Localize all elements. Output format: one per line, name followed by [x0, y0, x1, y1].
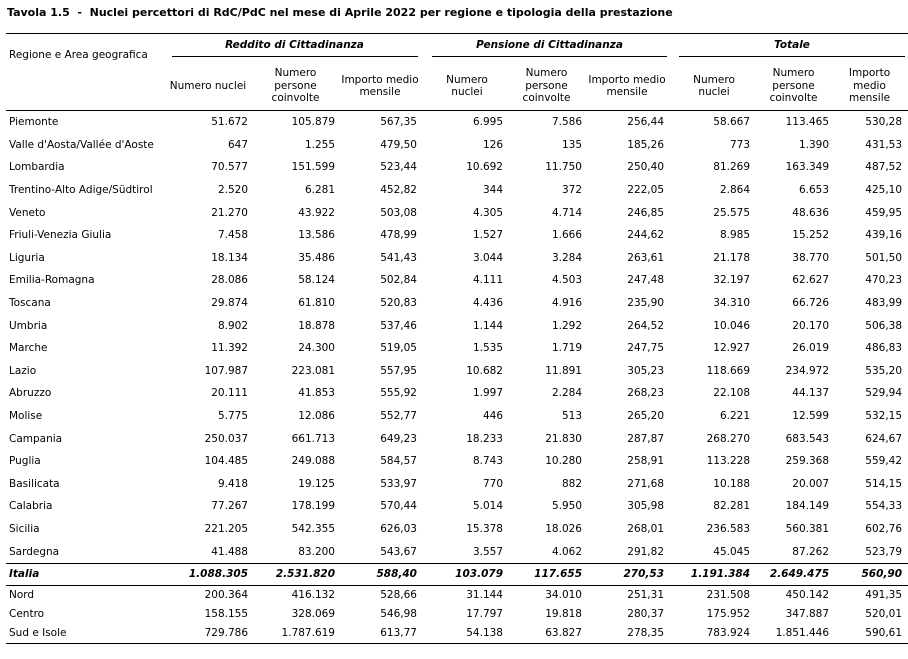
cell-value: 113.228: [706, 455, 751, 468]
group-header-rdc: Reddito di Cittadinanza: [166, 34, 423, 63]
cell-value: 1.191.384: [676, 563, 756, 585]
cell-value: 501,50: [865, 251, 903, 264]
cell-value: 5.775: [217, 410, 248, 423]
row-label: Veneto: [9, 206, 46, 219]
cell-value: 31.144: [466, 589, 503, 602]
cell-value: 506,38: [865, 319, 903, 332]
cell-value: 12.599: [792, 410, 830, 423]
table-row: [6, 134, 908, 157]
cell-value: 554,33: [865, 500, 903, 513]
cell-value: 584,57: [380, 455, 417, 468]
group-header-pdc: Pensione di Cittadinanza: [429, 34, 670, 63]
cell-value: 231.508: [706, 589, 751, 602]
cell-value: 328.069: [291, 608, 335, 621]
data-table: [6, 33, 908, 644]
cell-value: 19.818: [545, 608, 582, 621]
cell-value: 10.692: [466, 161, 503, 174]
table-row: [6, 382, 908, 405]
cell-value: 21.270: [211, 206, 248, 219]
cell-value: 5.950: [551, 500, 582, 513]
cell-value: 2.531.820: [254, 563, 341, 585]
cell-value: 3.284: [551, 251, 582, 264]
cell-value: 528,66: [380, 589, 417, 602]
cell-value: 26.019: [792, 342, 830, 355]
cell-value: 200.364: [204, 589, 248, 602]
table-row: [6, 337, 908, 360]
cell-value: 1.666: [551, 229, 582, 242]
cell-value: 372: [561, 184, 582, 197]
row-label: Toscana: [9, 297, 51, 310]
cell-value: 20.007: [792, 477, 830, 490]
cell-value: 258,91: [627, 455, 665, 468]
cell-value: 270,53: [588, 563, 670, 585]
cell-value: 1.088.305: [166, 563, 254, 585]
row-label: Lombardia: [9, 161, 65, 174]
cell-value: 1.527: [472, 229, 503, 242]
cell-value: 1.787.619: [254, 624, 341, 644]
cell-value: 278,35: [588, 624, 670, 644]
cell-value: 21.178: [713, 251, 751, 264]
cell-value: 66.726: [792, 297, 830, 310]
cell-value: 271,68: [627, 477, 665, 490]
cell-value: 62.627: [792, 274, 830, 287]
cell-value: 459,95: [865, 206, 903, 219]
cell-value: 236.583: [706, 522, 751, 535]
cell-value: 32.197: [713, 274, 751, 287]
cell-value: 1.255: [304, 138, 335, 151]
cell-value: 15.378: [466, 522, 503, 535]
cell-value: 452,82: [380, 184, 417, 197]
cell-value: 491,35: [865, 589, 903, 602]
cell-value: 1.292: [551, 319, 582, 332]
cell-value: 1.719: [551, 342, 582, 355]
cell-value: 6.995: [472, 116, 503, 129]
cell-value: 557,95: [380, 364, 417, 377]
table-row: [6, 111, 908, 134]
cell-value: 439,16: [865, 229, 903, 242]
col-header-persone: Numero persone coinvolte: [509, 62, 588, 111]
cell-value: 11.891: [545, 364, 582, 377]
row-label: Centro: [9, 608, 45, 621]
cell-value: 113.465: [785, 116, 830, 129]
table-row: [6, 450, 908, 473]
cell-value: 44.137: [792, 387, 830, 400]
cell-value: 18.878: [298, 319, 335, 332]
cell-value: 41.853: [298, 387, 335, 400]
cell-value: 783.924: [676, 624, 756, 644]
cell-value: 247,48: [627, 274, 665, 287]
cell-value: 470,23: [865, 274, 903, 287]
cell-value: 513: [561, 410, 582, 423]
cell-value: 3.044: [472, 251, 503, 264]
cell-value: 135: [561, 138, 582, 151]
col-header-nuclei: Numero nuclei: [676, 62, 756, 111]
table-row: [6, 473, 908, 496]
cell-value: 2.284: [551, 387, 582, 400]
cell-value: 268,23: [627, 387, 665, 400]
cell-value: 1.390: [798, 138, 830, 151]
cell-value: 17.797: [466, 608, 503, 621]
cell-value: 51.672: [211, 116, 248, 129]
cell-value: 647: [227, 138, 248, 151]
cell-value: 185,26: [627, 138, 665, 151]
cell-value: 11.750: [545, 161, 582, 174]
row-label: Friuli-Venezia Giulia: [9, 229, 112, 242]
cell-value: 19.125: [298, 477, 335, 490]
cell-value: 2.649.475: [756, 563, 835, 585]
area-row: [6, 585, 908, 605]
cell-value: 77.267: [211, 500, 248, 513]
cell-value: 520,01: [865, 608, 903, 621]
row-label: Trentino-Alto Adige/Südtirol: [9, 184, 153, 197]
cell-value: 35.486: [298, 251, 335, 264]
cell-value: 567,35: [380, 116, 417, 129]
cell-value: 483,99: [865, 297, 903, 310]
table-row: [6, 156, 908, 179]
cell-value: 520,83: [380, 297, 417, 310]
cell-value: 250.037: [204, 432, 248, 445]
cell-value: 221.205: [204, 522, 248, 535]
cell-value: 661.713: [291, 432, 335, 445]
table-row: [6, 179, 908, 202]
cell-value: 541,43: [380, 251, 417, 264]
table-row: [6, 405, 908, 428]
cell-value: 256,44: [627, 116, 665, 129]
cell-value: 103.079: [429, 563, 509, 585]
cell-value: 87.262: [792, 545, 830, 558]
table-row: [6, 201, 908, 224]
cell-value: 4.062: [551, 545, 582, 558]
cell-value: 4.714: [551, 206, 582, 219]
col-header-importo: Importo medio mensile: [341, 62, 423, 111]
cell-value: 117.655: [509, 563, 588, 585]
table-row: [6, 314, 908, 337]
cell-value: 10.280: [545, 455, 582, 468]
total-row: [6, 563, 908, 585]
cell-value: 287,87: [627, 432, 665, 445]
cell-value: 8.743: [472, 455, 503, 468]
cell-value: 4.111: [472, 274, 503, 287]
cell-value: 38.770: [792, 251, 830, 264]
cell-value: 235,90: [627, 297, 665, 310]
row-label: Sardegna: [9, 545, 60, 558]
cell-value: 523,44: [380, 161, 417, 174]
cell-value: 126: [482, 138, 503, 151]
cell-value: 543,67: [380, 545, 417, 558]
row-label: Marche: [9, 342, 48, 355]
area-row: [6, 624, 908, 644]
cell-value: 280,37: [627, 608, 665, 621]
cell-value: 54.138: [429, 624, 509, 644]
cell-value: 45.045: [713, 545, 751, 558]
cell-value: 178.199: [291, 500, 335, 513]
cell-value: 11.392: [211, 342, 248, 355]
cell-value: 63.827: [509, 624, 588, 644]
cell-value: 12.927: [713, 342, 751, 355]
cell-value: 28.086: [211, 274, 248, 287]
cell-value: 61.810: [298, 297, 335, 310]
col-header-importo: Importo medio mensile: [835, 62, 908, 111]
cell-value: 13.586: [298, 229, 335, 242]
cell-value: 6.281: [304, 184, 335, 197]
row-label: Campania: [9, 432, 63, 445]
cell-value: 18.134: [211, 251, 248, 264]
cell-value: 222,05: [627, 184, 665, 197]
cell-value: 21.830: [545, 432, 582, 445]
cell-value: 6.221: [719, 410, 751, 423]
cell-value: 291,82: [627, 545, 665, 558]
cell-value: 2.520: [217, 184, 248, 197]
cell-value: 533,97: [380, 477, 417, 490]
cell-value: 502,84: [380, 274, 417, 287]
cell-value: 10.682: [466, 364, 503, 377]
cell-value: 82.281: [713, 500, 751, 513]
cell-value: 624,67: [865, 432, 903, 445]
row-label: Calabria: [9, 500, 53, 513]
cell-value: 1.535: [472, 342, 503, 355]
cell-value: 416.132: [291, 589, 335, 602]
cell-value: 519,05: [380, 342, 417, 355]
cell-value: 24.300: [298, 342, 335, 355]
cell-value: 514,15: [865, 477, 903, 490]
cell-value: 3.557: [472, 545, 503, 558]
cell-value: 523,79: [865, 545, 903, 558]
cell-value: 20.111: [211, 387, 248, 400]
cell-value: 104.485: [204, 455, 248, 468]
cell-value: 22.108: [713, 387, 751, 400]
cell-value: 18.233: [466, 432, 503, 445]
row-label: Umbria: [9, 319, 48, 332]
cell-value: 602,76: [865, 522, 903, 535]
cell-value: 503,08: [380, 206, 417, 219]
cell-value: 560,90: [835, 563, 908, 585]
area-row: [6, 605, 908, 624]
table-row: [6, 292, 908, 315]
cell-value: 530,28: [865, 116, 903, 129]
cell-value: 8.902: [217, 319, 248, 332]
row-label: Italia: [6, 563, 166, 585]
cell-value: 9.418: [217, 477, 248, 490]
cell-value: 105.879: [291, 116, 335, 129]
table-row: [6, 495, 908, 518]
cell-value: 107.987: [204, 364, 248, 377]
cell-value: 175.952: [706, 608, 751, 621]
cell-value: 305,23: [627, 364, 665, 377]
cell-value: 163.349: [785, 161, 830, 174]
cell-value: 10.046: [713, 319, 751, 332]
cell-value: 552,77: [380, 410, 417, 423]
cell-value: 649,23: [380, 432, 417, 445]
cell-value: 249.088: [291, 455, 335, 468]
cell-value: 43.922: [298, 206, 335, 219]
cell-value: 18.026: [545, 522, 582, 535]
table-row: [6, 269, 908, 292]
cell-value: 7.458: [217, 229, 248, 242]
cell-value: 486,83: [865, 342, 903, 355]
cell-value: 882: [561, 477, 582, 490]
cell-value: 4.916: [551, 297, 582, 310]
row-label: Lazio: [9, 364, 37, 377]
row-label: Puglia: [9, 455, 41, 468]
cell-value: 478,99: [380, 229, 417, 242]
cell-value: 773: [729, 138, 751, 151]
cell-value: 10.188: [713, 477, 751, 490]
cell-value: 48.636: [792, 206, 830, 219]
cell-value: 247,75: [627, 342, 665, 355]
cell-value: 537,46: [380, 319, 417, 332]
cell-value: 1.144: [472, 319, 503, 332]
cell-value: 246,85: [627, 206, 665, 219]
cell-value: 184.149: [785, 500, 830, 513]
row-label: Abruzzo: [9, 387, 52, 400]
cell-value: 347.887: [785, 608, 830, 621]
cell-value: 118.669: [706, 364, 751, 377]
cell-value: 532,15: [865, 410, 903, 423]
cell-value: 450.142: [785, 589, 830, 602]
cell-value: 12.086: [298, 410, 335, 423]
cell-value: 70.577: [211, 161, 248, 174]
cell-value: 268.270: [706, 432, 751, 445]
cell-value: 546,98: [380, 608, 417, 621]
table-row: [6, 518, 908, 541]
table-row: [6, 360, 908, 383]
cell-value: 590,61: [835, 624, 908, 644]
cell-value: 8.985: [719, 229, 751, 242]
cell-value: 158.155: [204, 608, 248, 621]
cell-value: 487,52: [865, 161, 903, 174]
col-header-nuclei: Numero nuclei: [429, 62, 509, 111]
cell-value: 588,40: [341, 563, 423, 585]
col-header-persone: Numero persone coinvolte: [756, 62, 835, 111]
row-label: Piemonte: [9, 116, 59, 129]
group-header-totale: Totale: [676, 34, 908, 63]
cell-value: 446: [482, 410, 503, 423]
cell-value: 683.543: [785, 432, 830, 445]
cell-value: 151.599: [291, 161, 335, 174]
cell-value: 251,31: [627, 589, 665, 602]
cell-value: 425,10: [865, 184, 903, 197]
cell-value: 729.786: [166, 624, 254, 644]
cell-value: 344: [482, 184, 503, 197]
cell-value: 41.488: [211, 545, 248, 558]
row-label: Molise: [9, 410, 43, 423]
cell-value: 268,01: [627, 522, 665, 535]
cell-value: 29.874: [211, 297, 248, 310]
row-label: Emilia-Romagna: [9, 274, 95, 287]
cell-value: 58.124: [298, 274, 335, 287]
cell-value: 250,40: [627, 161, 665, 174]
cell-value: 529,94: [865, 387, 903, 400]
cell-value: 4.436: [472, 297, 503, 310]
cell-value: 431,53: [865, 138, 903, 151]
cell-value: 20.170: [792, 319, 830, 332]
cell-value: 81.269: [713, 161, 751, 174]
row-label: Liguria: [9, 251, 45, 264]
table-row: [6, 247, 908, 270]
region-column-header: Regione e Area geografica: [6, 34, 166, 63]
cell-value: 265,20: [627, 410, 665, 423]
cell-value: 2.864: [719, 184, 751, 197]
table-title: Tavola 1.5 - Nuclei percettori di RdC/PdC nel mese di Aprile 2022 per regione e tipologia della prestazione: [7, 6, 673, 19]
cell-value: 613,77: [341, 624, 423, 644]
cell-value: 15.252: [792, 229, 830, 242]
cell-value: 34.310: [713, 297, 751, 310]
cell-value: 770: [482, 477, 503, 490]
col-header-persone: Numero persone coinvolte: [254, 62, 341, 111]
table-row: [6, 427, 908, 450]
cell-value: 5.014: [472, 500, 503, 513]
cell-value: 234.972: [785, 364, 830, 377]
row-label: Basilicata: [9, 477, 60, 490]
row-label: Sicilia: [9, 522, 40, 535]
table-row: [6, 224, 908, 247]
cell-value: 542.355: [291, 522, 335, 535]
cell-value: 560.381: [785, 522, 830, 535]
cell-value: 559,42: [865, 455, 903, 468]
cell-value: 535,20: [865, 364, 903, 377]
row-label: Sud e Isole: [6, 624, 166, 644]
cell-value: 259.368: [785, 455, 830, 468]
cell-value: 6.653: [798, 184, 830, 197]
col-header-importo: Importo medio mensile: [588, 62, 670, 111]
row-label: Nord: [9, 589, 35, 602]
cell-value: 479,50: [380, 138, 417, 151]
cell-value: 1.997: [472, 387, 503, 400]
cell-value: 305,98: [627, 500, 665, 513]
cell-value: 570,44: [380, 500, 417, 513]
table-row: [6, 540, 908, 563]
col-header-nuclei: Numero nuclei: [166, 62, 254, 111]
cell-value: 4.503: [551, 274, 582, 287]
cell-value: 83.200: [298, 545, 335, 558]
cell-value: 555,92: [380, 387, 417, 400]
cell-value: 25.575: [713, 206, 751, 219]
cell-value: 263,61: [627, 251, 665, 264]
cell-value: 244,62: [627, 229, 665, 242]
cell-value: 34.010: [545, 589, 582, 602]
cell-value: 4.305: [472, 206, 503, 219]
cell-value: 264,52: [627, 319, 665, 332]
cell-value: 1.851.446: [756, 624, 835, 644]
cell-value: 626,03: [380, 522, 417, 535]
cell-value: 7.586: [551, 116, 582, 129]
cell-value: 58.667: [713, 116, 751, 129]
cell-value: 223.081: [291, 364, 335, 377]
row-label: Valle d'Aosta/Vallée d'Aoste: [9, 138, 154, 151]
